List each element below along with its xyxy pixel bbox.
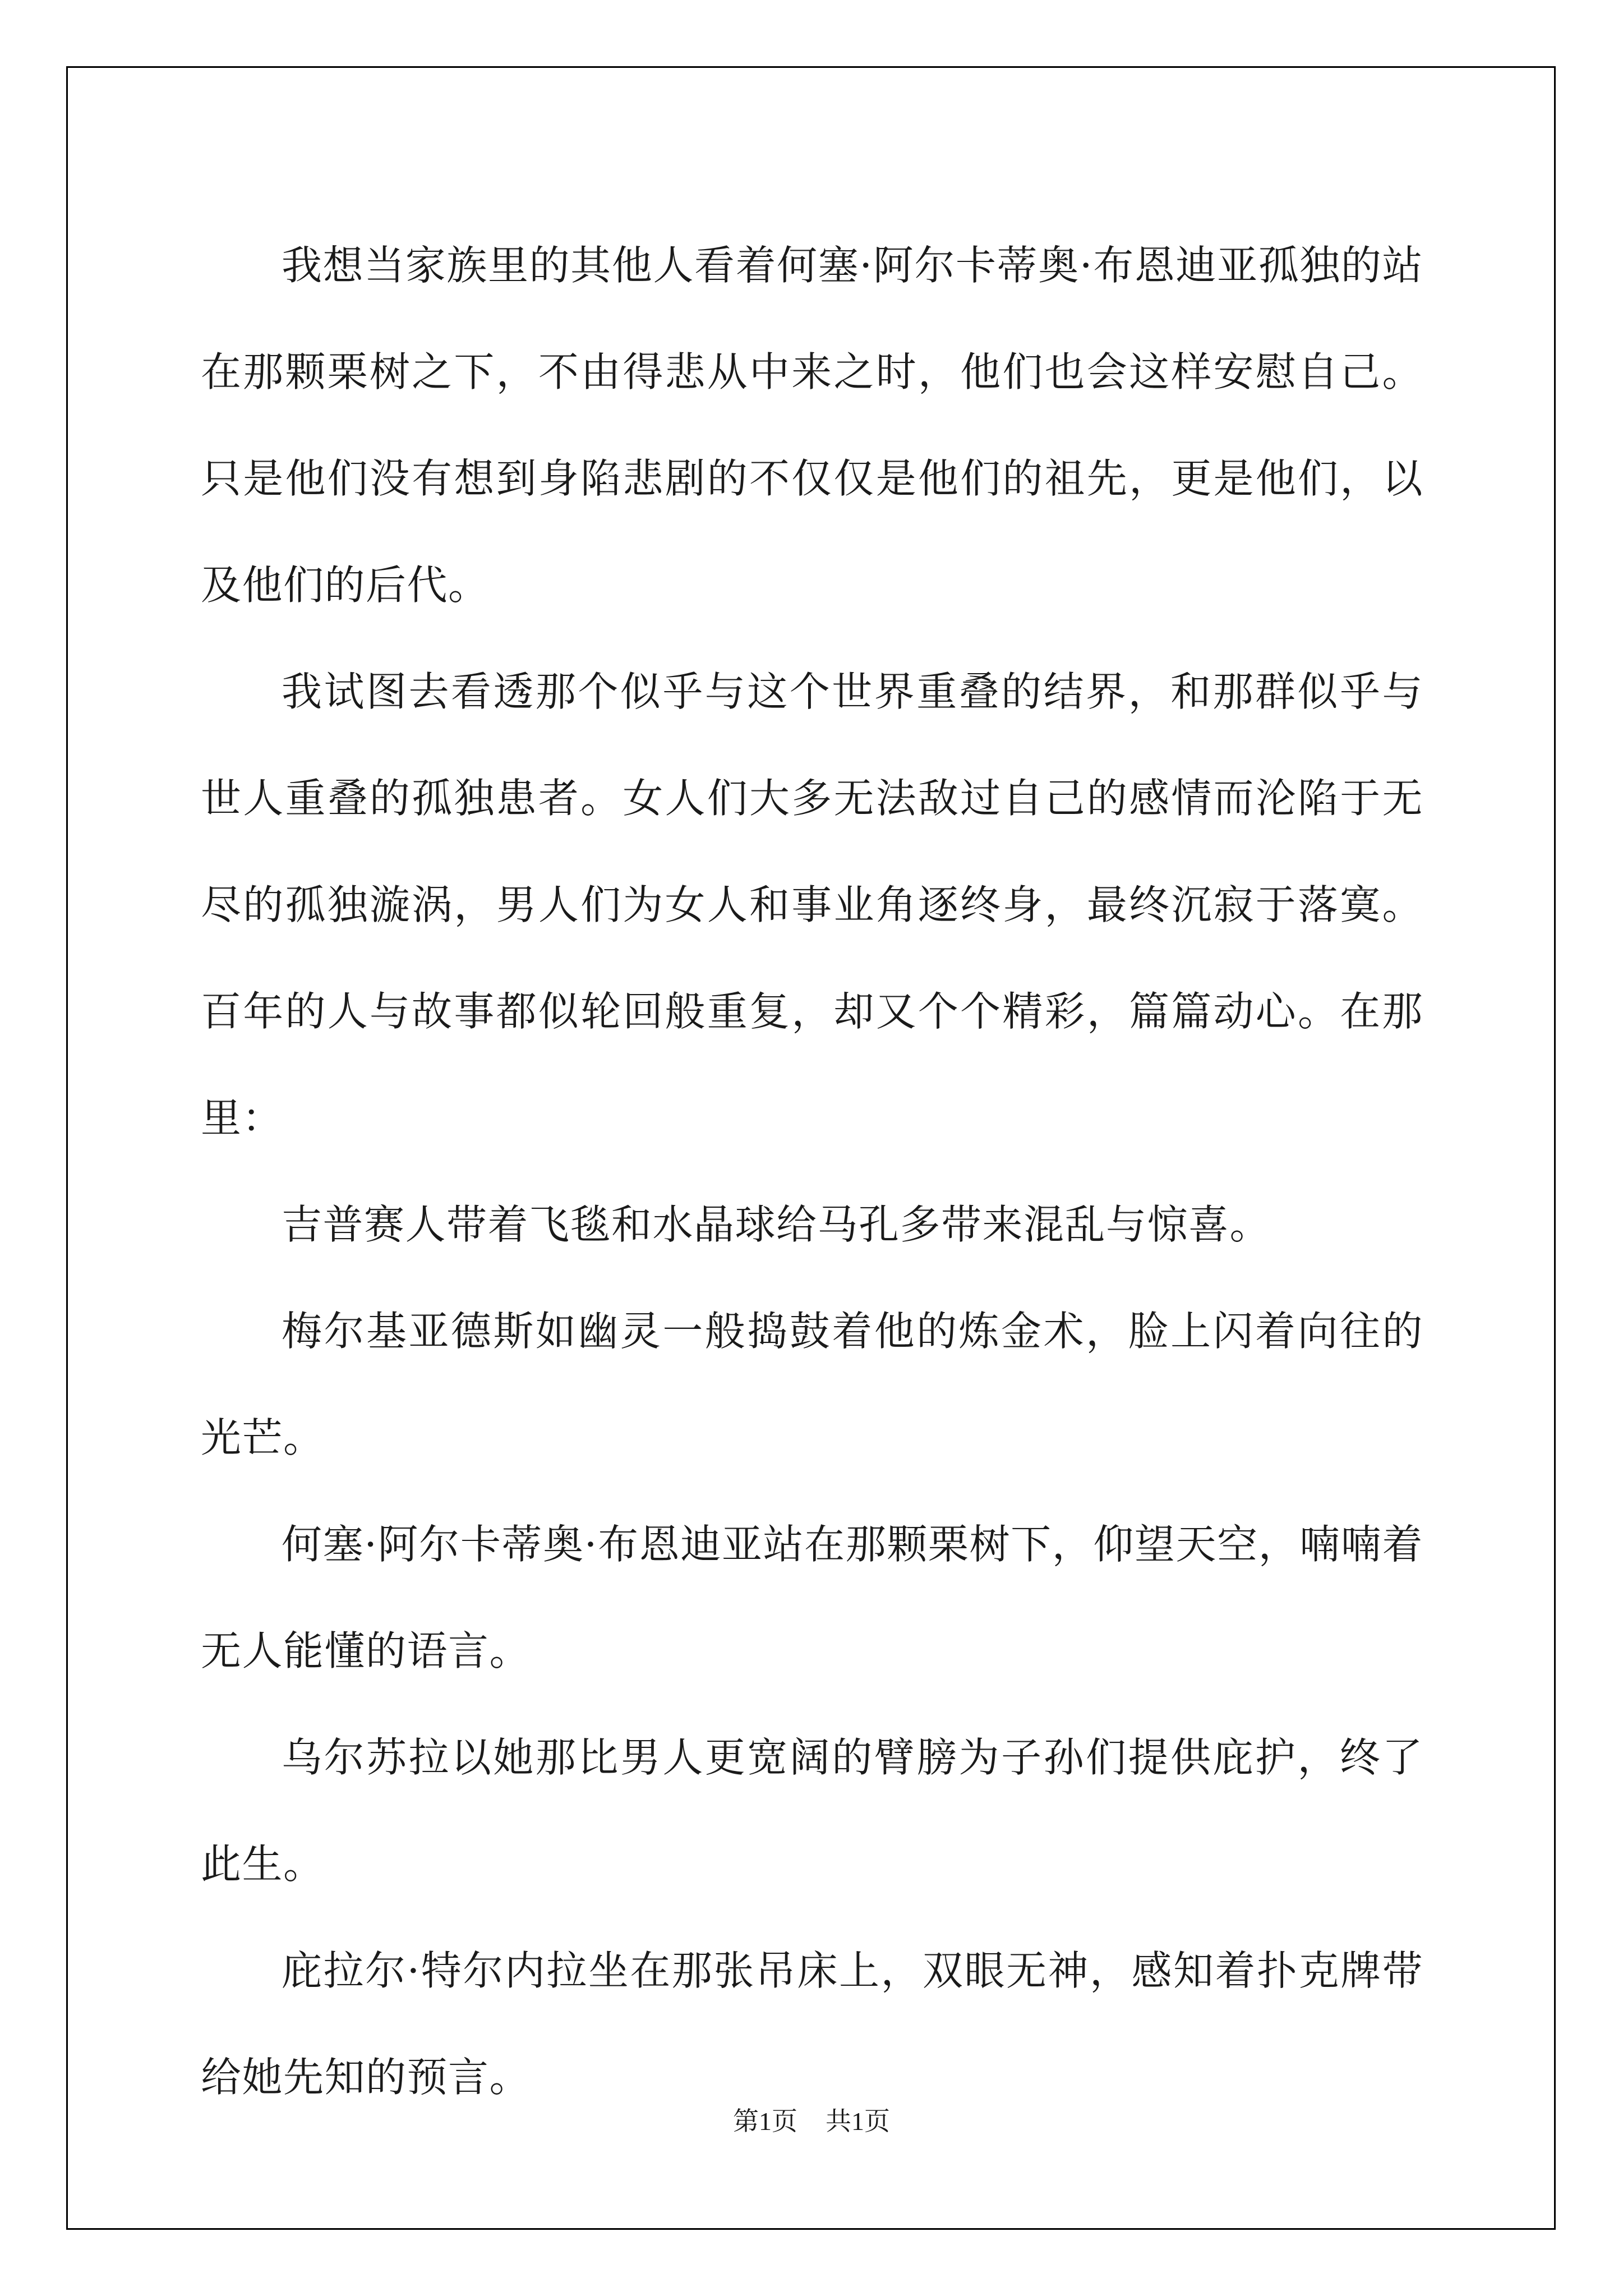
paragraph: 何塞·阿尔卡蒂奥·布恩迪亚站在那颗栗树下，仰望天空，喃喃着无人能懂的语言。 xyxy=(201,1521,1423,1674)
page-footer xyxy=(0,2101,1623,2138)
document-body xyxy=(201,212,1423,2131)
paragraph: 我试图去看透那个似乎与这个世界重叠的结界，和那群似乎与世人重叠的孤独患者。女人们大多无法敌过自己的感情而沦陷于无尽的孤独漩涡，男人们为女人和事业角逐终身，最终沉寂于落寞。百年的人与故事都似轮回般重复，却又个个精彩，篇篇动心。在那里： xyxy=(201,668,1423,1142)
paragraph: 梅尔基亚德斯如幽灵一般捣鼓着他的炼金术，脸上闪着向往的光芒。 xyxy=(201,1308,1423,1461)
page-number: 第1页 xyxy=(733,2107,797,2136)
paragraph: 吉普赛人带着飞毯和水晶球给马孔多带来混乱与惊喜。 xyxy=(282,1201,1271,1248)
paragraph: 乌尔苏拉以她那比男人更宽阔的臂膀为子孙们提供庇护，终了此生。 xyxy=(201,1734,1423,1888)
page-total: 共1页 xyxy=(826,2107,890,2136)
paragraph: 庇拉尔·特尔内拉坐在那张吊床上，双眼无神，感知着扑克牌带给她先知的预言。 xyxy=(201,1947,1423,2101)
paragraph: 我想当家族里的其他人看着何塞·阿尔卡蒂奥·布恩迪亚孤独的站在那颗栗树之下，不由得悲从中来之时，他们也会这样安慰自己。只是他们没有想到身陷悲剧的不仅仅是他们的祖先，更是他们，以及他们的后代。 xyxy=(201,242,1423,609)
